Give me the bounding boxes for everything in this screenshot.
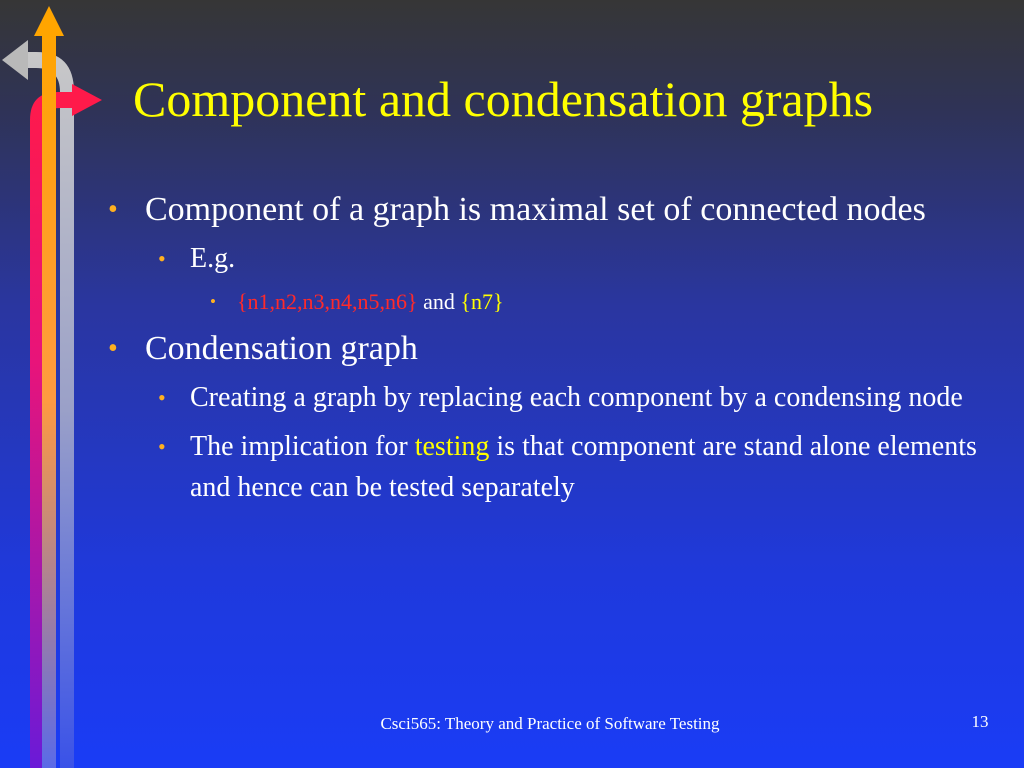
bullet-text: Condensation graph	[145, 330, 418, 367]
slide-footer: Csci565: Theory and Practice of Software Testing	[380, 714, 720, 733]
bullet-component-definition	[108, 188, 988, 232]
bullet-text: E.g.	[190, 243, 236, 274]
bullet-icon: •	[158, 434, 166, 459]
bullet-icon: •	[108, 333, 118, 364]
bullet-text-post: is that component are stand alone elements and hence can be tested separately	[190, 431, 984, 503]
bullet-condensation-graph	[108, 327, 988, 371]
highlight-testing: testing	[414, 431, 490, 462]
bullet-text-pre: The implication for	[190, 431, 415, 462]
conjunction-text: and	[417, 289, 461, 314]
bullet-creating-graph	[108, 377, 988, 418]
bullet-icon: •	[158, 385, 166, 410]
slide-title: Component and condensation graphs	[133, 71, 874, 127]
bullet-text: Component of a graph is maximal set of connected nodes	[145, 191, 926, 228]
bullet-example-sets	[108, 287, 988, 317]
slide-content	[108, 188, 988, 516]
node-set-b: {n7}	[460, 289, 504, 314]
bullet-text: Creating a graph by replacing each component by a condensing node	[190, 382, 963, 413]
arrows-decoration-icon	[0, 0, 110, 768]
bullet-icon: •	[108, 194, 118, 225]
bullet-icon: •	[158, 246, 166, 271]
bullet-example	[108, 238, 988, 279]
bullet-icon: •	[210, 292, 216, 311]
node-set-a: {n1,n2,n3,n4,n5,n6}	[237, 289, 418, 314]
page-number: 13	[971, 712, 989, 731]
bullet-testing-implication	[108, 426, 988, 508]
